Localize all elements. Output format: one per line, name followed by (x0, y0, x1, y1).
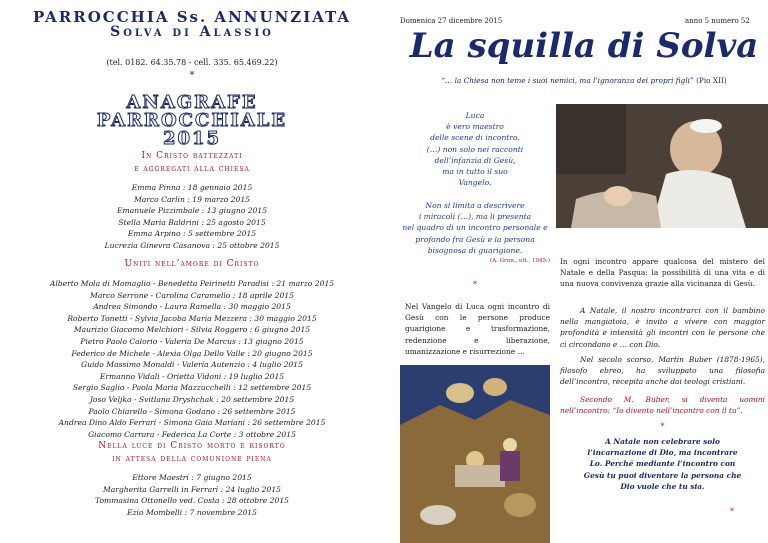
quote-line: nel quadro di un incontro personale e (402, 223, 548, 233)
newsletter-title: La squilla di Solva (409, 26, 759, 66)
list-item: Ezio Mombelli : 7 novembre 2015 (127, 507, 257, 517)
list-item: Tommasina Ottonello ved. Costa : 28 ottobre 2015 (94, 496, 290, 506)
star-separator: * (660, 422, 665, 431)
married-title: Uniti nell’amore di Cristo (124, 259, 260, 269)
registry-year: 2015 (162, 128, 222, 149)
deceased-title-line1: Nella luce di Cristo morto e risorto (98, 441, 286, 451)
star-separator: * (730, 507, 734, 516)
deceased-title-line2: in attesa della comunione piena (112, 454, 272, 464)
paragraph-buber-quote: Secondo M. Buber, si diventa uomini nell’incontro: “Io divento nell’incontro con il tu”. (560, 395, 765, 416)
list-item: Roberto Tonetti - Sylvia Jacoba Maria Mezzera : 30 maggio 2015 (67, 313, 317, 323)
epigraph-text: “… la Chiesa non teme i suoi nemici, ma l’ignoranza dei propri figli” (441, 76, 694, 85)
list-item: Stella Maria Baldrini : 25 agosto 2015 (118, 217, 266, 227)
list-item: Giacomo Carrara - Federica La Corte : 3 ottobre 2015 (88, 429, 296, 439)
list-item: Lucrezia Ginevra Casanova : 25 ottobre 2015 (104, 240, 280, 250)
closing-message: A Natale non celebrare solo l’incarnazione di Dio, ma incontrare Lo. Perché mediante l’incontro con Gesù tu puoi diventare la persona che Dio vuole che tu sia. (583, 437, 742, 491)
nativity-fresco-image (400, 365, 550, 543)
deceased-list (0, 472, 384, 518)
quote-line: Vangelo. (458, 178, 492, 188)
pope-photo-image (556, 104, 768, 228)
quote-line: Luca (465, 111, 485, 120)
list-item: Joso Veljko - Svitlana Dryshchak : 20 settembre 2015 (89, 394, 295, 404)
deceased-title (0, 440, 384, 466)
list-item: Marco Carlin : 19 marzo 2015 (133, 194, 251, 204)
parish-name: PARROCCHIA Ss. ANNUNZIATA (32, 8, 352, 26)
list-item: Margherita Garrelli in Ferrari : 24 luglio 2015 (102, 484, 281, 494)
issue-number: anno 5 numero 52 (685, 17, 750, 25)
list-item: Alberto Mola di Momaglio - Benedetta Peirinetti Paradisi : 21 marzo 2015 (49, 279, 335, 288)
list-item: Paolo Chiarello - Simona Godano : 26 settembre 2015 (88, 406, 296, 416)
paragraph-natale: A Natale, il nostro incontrarci con il bambino nella mangiatoia, è invito a vivere con maggior profondità e intensità gli incontri con le persone che ci circondano e … con Dio. (560, 306, 765, 349)
pope-photo-art (556, 104, 768, 228)
quote-source: (A. Grun., ott., 1945-) (490, 258, 550, 264)
quote-line: ma in tutto il suo (442, 167, 508, 177)
epigraph (400, 76, 768, 85)
quote-line: bisognosa di guarigione. (427, 245, 523, 255)
paragraph-vangelo: Nel Vangelo di Luca ogni incontro di Gesù con le persone produce guarigione e trasformazione, redenzione e liberazione, umanizzazione e risurrezione … (405, 302, 550, 356)
paragraph-buber: Nel secolo scorso, Martin Buber (1878-1965), filosofo ebreo, ha sviluppato una filosofia dell’incontro, recepita anche dai teologi cristiani. (560, 355, 765, 387)
registry-title (0, 94, 384, 148)
star-separator: * (473, 280, 477, 289)
list-item: Emanuele Pizzimbale : 13 giugno 2015 (116, 206, 268, 216)
quote-line: profondo fra Gesù e la persona (415, 234, 535, 244)
baptized-title (0, 150, 384, 176)
baptized-title-line1: In Cristo battezzati (141, 151, 243, 161)
list-item: Ettore Maestri : 7 giugno 2015 (132, 473, 252, 482)
married-list (0, 278, 384, 440)
list-item: Sergio Saglio - Paola Maria Mazzucchelli : 12 settembre 2015 (72, 383, 312, 393)
quote-miracoli (400, 200, 550, 256)
list-item: Emma Arpino : 5 settembre 2015 (127, 229, 257, 239)
parish-location: Solva di Alassio (110, 24, 274, 40)
quote-line: dell’infanzia di Gesù, (434, 155, 516, 165)
quote-line: Non si limita a descrivere (425, 201, 525, 210)
list-item: Maurizio Giacomo Melchiori - Silvia Roggero : 6 giugno 2015 (73, 325, 311, 335)
quote-line: (…) non solo nei racconti (426, 144, 524, 154)
issue-date: Domenica 27 dicembre 2015 (400, 17, 503, 25)
baptized-title-line2: e aggregati alla chiesa (134, 164, 250, 174)
list-item: Andrea Dino Aldo Ferrari - Simona Gaia Mariani : 26 settembre 2015 (58, 418, 326, 428)
list-item: Guido Massimo Monaldi - Valeria Autenzio : 4 luglio 2015 (81, 360, 303, 370)
list-item: Marco Serrone - Carolina Caramello : 18 aprile 2015 (90, 290, 294, 300)
quote-line: delle scene di incontro. (430, 133, 520, 143)
quote-line: i miracoli (…), ma li presenta (418, 212, 532, 222)
registry-title-line1: ANAGRAFE (126, 92, 258, 113)
list-item: Ermanno Vidali - Orietta Vidoni : 19 luglio 2015 (99, 371, 285, 381)
list-item: Emma Pinna : 18 gennaio 2015 (131, 183, 253, 192)
list-item: Federico de Michele - Alexia Olga Dello Valle : 20 giugno 2015 (71, 348, 313, 358)
parish-phone: (tel. 0182. 64.35.78 - cell. 335. 65.469.22) (106, 58, 278, 67)
registry-title-line2: PARROCCHIALE (96, 110, 288, 131)
paragraph-incontro: In ogni incontro appare qualcosa del mistero del Natale e della Pasqua: la possibilità di una vita e di una nuova convivenza grazie alla vicinanza di Gesù. (560, 257, 765, 289)
epigraph-source: (Pio XII) (696, 76, 727, 85)
quote-luca (400, 110, 550, 188)
nativity-fresco-art (400, 365, 550, 543)
star-separator: * (189, 70, 195, 81)
quote-line: è vero maestro (446, 122, 504, 132)
baptized-list (0, 182, 384, 252)
list-item: Pietro Paolo Calorio - Valeria De Marcus : 13 giugno 2015 (80, 336, 304, 346)
list-item: Andrea Simondo - Laura Ramella : 30 maggio 2015 (93, 302, 291, 312)
